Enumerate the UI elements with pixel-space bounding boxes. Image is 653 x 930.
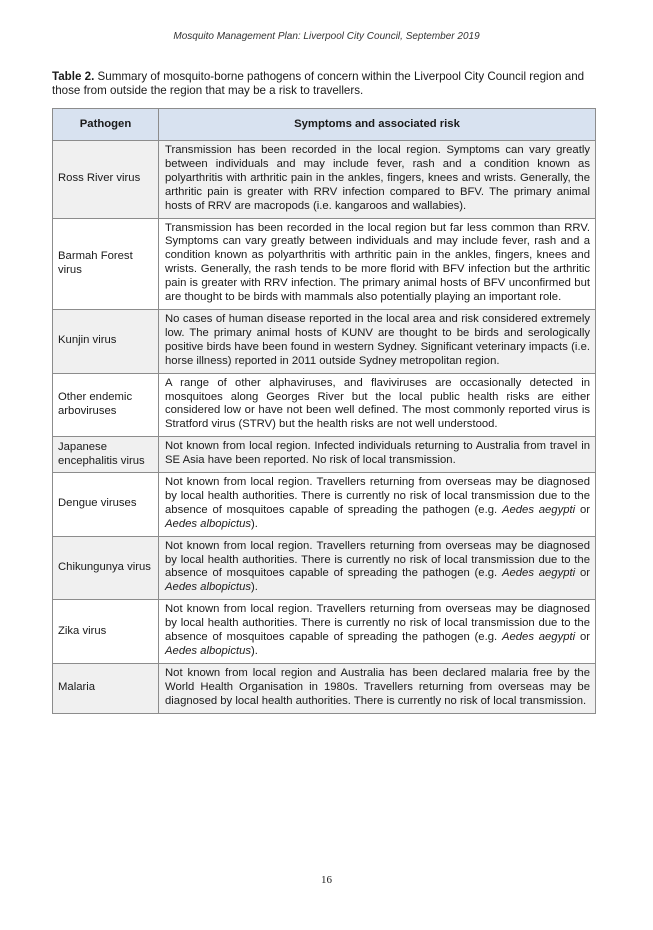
- description-text: ).: [251, 645, 258, 657]
- pathogen-name-cell: Barmah Forest virus: [53, 218, 159, 309]
- pathogen-name-cell: Malaria: [53, 663, 159, 713]
- description-text: Not known from local region. Travellers returning from overseas may be diagnosed by local health authorities. There is currently no risk of local transmission due to the absence of mosquitoes capable of spreading the pathogen (e.g.: [165, 603, 590, 644]
- symptoms-risk-cell: [159, 663, 596, 713]
- page-number: 16: [321, 874, 332, 886]
- symptoms-risk-cell: [159, 141, 596, 219]
- caption-label: Table 2.: [52, 70, 95, 83]
- species-name: Aedes albopictus: [165, 645, 252, 657]
- description-text: Not known from local region. Travellers returning from overseas may be diagnosed by local health authorities. There is currently no risk of local transmission due to the absence of mosquitoes capable of spreading the pathogen (e.g.: [165, 476, 590, 516]
- table-row: [53, 600, 596, 664]
- description-text: Not known from local region. Travellers returning from overseas may be diagnosed by local health authorities. There is currently no risk of local transmission due to the absence of mosquitoes capable of spreading the pathogen (e.g.: [165, 539, 590, 580]
- description-text: or: [575, 503, 591, 516]
- pathogen-name-cell: Dengue viruses: [53, 473, 159, 537]
- pathogen-name-cell: Ross River virus: [53, 141, 159, 219]
- species-name: Aedes aegypti: [501, 503, 576, 516]
- table-row: [53, 373, 596, 437]
- pathogen-table: [52, 108, 596, 714]
- caption-text: Summary of mosquito-borne pathogens of concern within the Liverpool City Council region and those from outside the region that may be a risk to travellers.: [52, 70, 585, 97]
- symptoms-risk-cell: [159, 309, 596, 373]
- description-text: Transmission has been recorded in the local region. Symptoms can vary greatly between individuals and may include fever, rash and a condition known as polyarthritis with arthritic pain in the ankles, fingers, knees and wrists. Generally, the arthritic pain is greater with RRV infection compared to BFV. The primary animal hosts of RRV are macropods (i.e. kangaroos and wallabies).: [165, 144, 590, 212]
- table-row: [53, 141, 596, 219]
- description-text: ).: [251, 517, 258, 530]
- species-name: Aedes albopictus: [165, 517, 252, 530]
- table-row: [53, 309, 596, 373]
- pathogen-column-header: Pathogen: [53, 109, 159, 141]
- table-row: [53, 663, 596, 713]
- pathogen-name-cell: Zika virus: [53, 600, 159, 664]
- pathogen-name-cell: Chikungunya virus: [53, 536, 159, 600]
- table-row: [53, 218, 596, 309]
- pathogen-name-cell: Japanese encephalitis virus: [53, 437, 159, 473]
- description-text: ).: [251, 581, 258, 594]
- symptoms-column-header: Symptoms and associated risk: [159, 109, 596, 141]
- table-row: [53, 536, 596, 600]
- species-name: Aedes aegypti: [501, 631, 576, 644]
- table-header-row: [53, 109, 596, 141]
- pathogen-name-cell: Kunjin virus: [53, 309, 159, 373]
- description-text: Not known from local region. Infected individuals returning to Australia from travel in SE Asia have been reported. No risk of local transmission.: [165, 440, 590, 467]
- description-text: A range of other alphaviruses, and flaviviruses are occasionally detected in mosquitoes along Georges River but the local public health risks are either considered low or have not been well defined. The most commonly reported virus is Stratford virus (STRV) but the health risks are not well understood.: [165, 376, 590, 431]
- table-body: [53, 141, 596, 714]
- description-text: or: [575, 567, 591, 580]
- table-row: [53, 473, 596, 537]
- description-text: Transmission has been recorded in the local region but far less common than RRV. Symptoms can vary greatly between individuals and may include fever, rash and a condition known as polyarthritis with arthritic pain in the ankles, fingers, knees and wrists. Generally, the rash tends to be more florid with BFV infection but the arthritic pain is greater with RRV infection. The primary animal hosts of BFV unconfirmed but are thought to be birds with mammals also potentially playing an important role.: [165, 221, 590, 304]
- species-name: Aedes albopictus: [165, 581, 252, 594]
- symptoms-risk-cell: [159, 437, 596, 473]
- symptoms-risk-cell: [159, 536, 596, 600]
- symptoms-risk-cell: [159, 373, 596, 437]
- description-text: or: [575, 631, 591, 644]
- running-header: Mosquito Management Plan: Liverpool City Council, September 2019: [173, 31, 480, 42]
- symptoms-risk-cell: [159, 600, 596, 664]
- description-text: Not known from local region and Australia has been declared malaria free by the World Health Organisation in 1980s. Travellers returning from overseas may be diagnosed by local health authorities. There is currently no risk of local transmission.: [165, 666, 590, 707]
- description-text: No cases of human disease reported in the local area and risk considered extremely low. The primary animal hosts of KUNV are thought to be birds and serologically positive birds have been found in western Sydney. Significant veterinary impacts (i.e. horse illness) reported in 2011 outside Sydney metropolitan region.: [165, 312, 590, 367]
- table-row: [53, 437, 596, 473]
- pathogen-name-cell: Other endemic arboviruses: [53, 373, 159, 437]
- symptoms-risk-cell: [159, 473, 596, 537]
- symptoms-risk-cell: [159, 218, 596, 309]
- species-name: Aedes aegypti: [501, 567, 576, 580]
- table-caption: [52, 70, 600, 98]
